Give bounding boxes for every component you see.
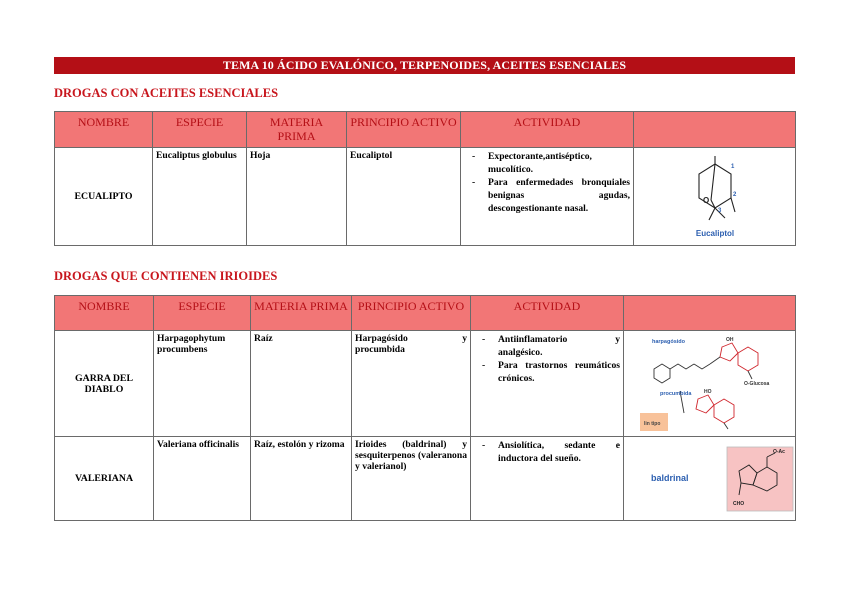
header-especie: ESPECIE xyxy=(154,296,251,331)
header-image xyxy=(624,296,796,331)
svg-text:O: O xyxy=(702,196,709,205)
drug-active: Irioides (baldrinal) y sesquiterpenos (valeranona y valerianol) xyxy=(352,437,471,521)
molecule-label-glucose: O-Glucosa xyxy=(743,381,769,387)
header-actividad: ACTIVIDAD xyxy=(461,112,634,148)
page-title: TEMA 10 ÁCIDO EVALÓNICO, TERPENOIDES, ACEITES ESENCIALES xyxy=(54,57,795,74)
activity-item: - Para trastornos reumáticos crónicos. xyxy=(498,359,620,385)
molecule-label-oh: OH xyxy=(725,337,733,343)
svg-text:lin tipo: lin tipo xyxy=(643,421,660,427)
atom-label: 3 xyxy=(717,208,721,214)
drug-activity xyxy=(471,331,624,437)
table-row xyxy=(55,437,796,521)
drug-species: Valeriana officinalis xyxy=(154,437,251,521)
drug-raw-material: Raíz, estolón y rizoma xyxy=(251,437,352,521)
molecule-caption: Eucaliptol xyxy=(695,229,734,238)
header-nombre: NOMBRE xyxy=(55,112,153,148)
header-principio-activo: PRINCIPIO ACTIVO xyxy=(352,296,471,331)
drug-activity xyxy=(461,148,634,246)
drug-name: GARRA DEL DIABLO xyxy=(55,331,154,437)
molecule-label-procumbida: procumbida xyxy=(659,391,691,397)
activity-item: - Antiinflamatorio y analgésico. xyxy=(498,333,620,359)
drug-species: Eucaliptus globulus xyxy=(153,148,247,246)
section-heading-iridoides: DROGAS QUE CONTIENEN IRIOIDES xyxy=(54,269,278,283)
header-image xyxy=(634,112,796,148)
table-header-row xyxy=(55,112,796,148)
header-actividad: ACTIVIDAD xyxy=(471,296,624,331)
atom-label: 2 xyxy=(732,192,736,198)
table-row xyxy=(55,331,796,437)
header-principio-activo: PRINCIPIO ACTIVO xyxy=(347,112,461,148)
header-nombre: NOMBRE xyxy=(55,296,154,331)
activity-item: - Para enfermedades bronquiales benignas agudas, descongestionante nasal. xyxy=(488,176,630,215)
activity-item: - Ansiolítica, sedante e inductora del sueño. xyxy=(498,439,620,465)
molecule-label-harpagoside: harpagósido xyxy=(651,339,685,345)
drug-raw-material: Raíz xyxy=(251,331,352,437)
drug-active: Eucaliptol xyxy=(347,148,461,246)
iridoides-table xyxy=(54,295,796,521)
molecule-caption: baldrinal xyxy=(651,473,689,483)
molecule-image-cell xyxy=(634,148,796,246)
molecule-image-cell xyxy=(624,437,796,521)
aceites-table xyxy=(54,111,796,246)
molecule-label-oac: O-Ac xyxy=(773,449,785,455)
baldrinal-structure-image xyxy=(627,439,795,515)
header-materia-prima: MATERIA PRIMA xyxy=(247,112,347,148)
molecule-image-cell xyxy=(624,331,796,437)
drug-species: Harpagophytum procumbens xyxy=(154,331,251,437)
drug-active: Harpagósido y procumbida xyxy=(352,331,471,437)
drug-activity xyxy=(471,437,624,521)
drug-raw-material: Hoja xyxy=(247,148,347,246)
eucalyptol-structure-image xyxy=(665,150,765,240)
activity-item: - Expectorante,antiséptico, mucolítico. xyxy=(488,150,630,176)
header-materia-prima: MATERIA PRIMA xyxy=(251,296,352,331)
harpagoside-structure-image xyxy=(640,333,780,431)
molecule-label-ho: HO xyxy=(703,389,711,395)
molecule-label-cho: CHO xyxy=(733,501,745,507)
table-header-row xyxy=(55,296,796,331)
table-row xyxy=(55,148,796,246)
drug-name: VALERIANA xyxy=(55,437,154,521)
header-especie: ESPECIE xyxy=(153,112,247,148)
section-heading-aceites: DROGAS CON ACEITES ESENCIALES xyxy=(54,86,279,100)
atom-label: 1 xyxy=(730,164,734,170)
drug-name: ECUALIPTO xyxy=(55,148,153,246)
